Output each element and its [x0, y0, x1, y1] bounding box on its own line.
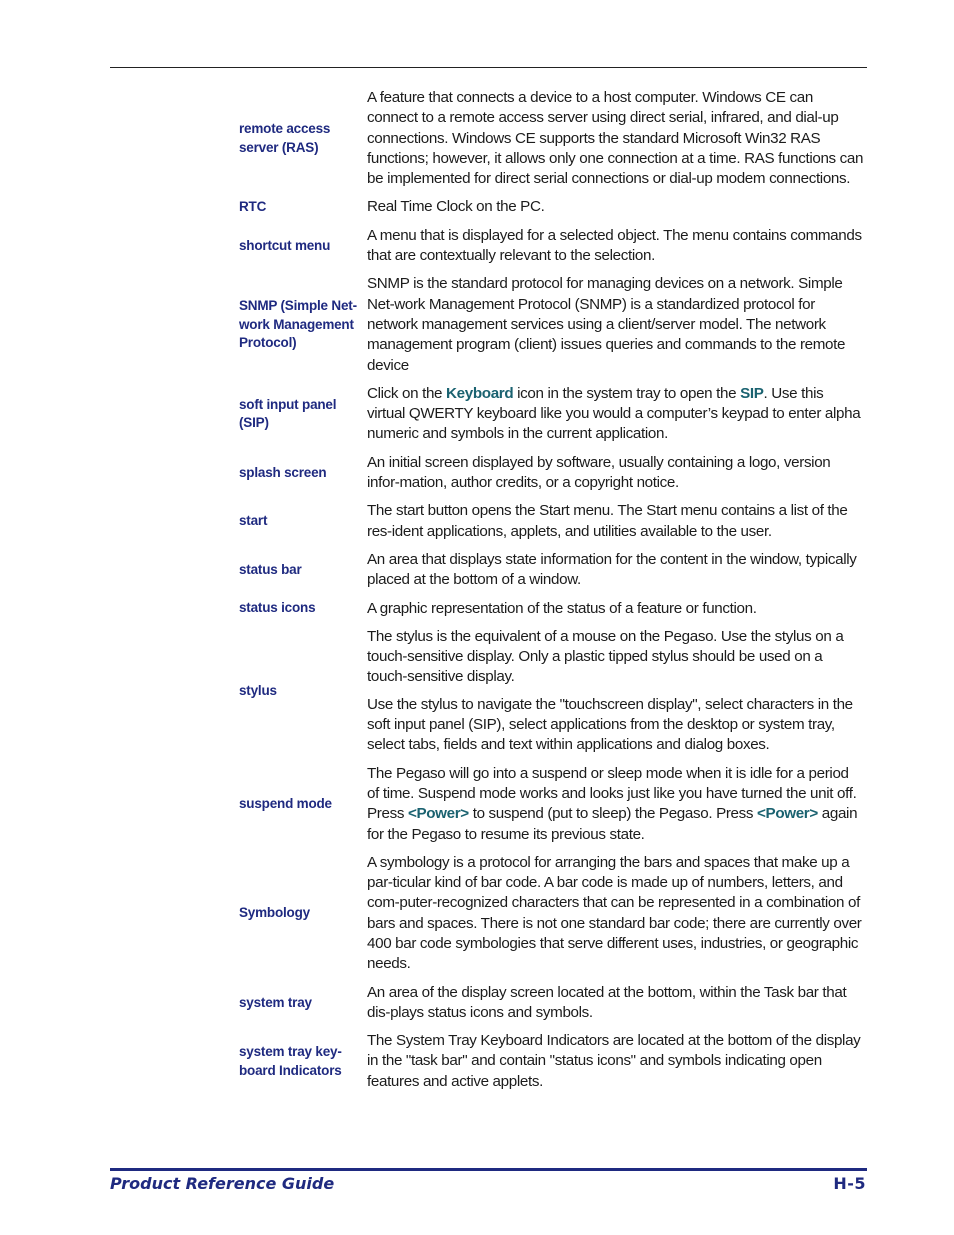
definition-paragraph	[367, 627, 864, 688]
glossary-entry	[239, 226, 864, 267]
glossary-term: SNMP (Simple Net-work Management Protocol)	[239, 298, 357, 351]
definition-text: again for the Pegaso to resume its previous state.	[367, 805, 858, 843]
glossary-term: system tray	[239, 994, 312, 1010]
glossary-definition	[367, 627, 864, 756]
glossary-definition	[367, 764, 864, 845]
glossary-term: shortcut menu	[239, 237, 331, 253]
definition-paragraph	[367, 226, 864, 267]
glossary-definition	[367, 384, 864, 445]
definition-paragraph	[367, 983, 864, 1024]
glossary-definition	[367, 853, 864, 975]
glossary-definition	[367, 983, 864, 1024]
header-rule	[110, 67, 867, 68]
glossary-entry	[239, 764, 864, 845]
definition-text: Click on the	[367, 384, 447, 402]
highlighted-term: Keyboard	[446, 384, 514, 402]
definition-paragraph	[367, 599, 864, 619]
definition-paragraph	[367, 764, 864, 845]
glossary-term: status bar	[239, 561, 302, 577]
page-number: H-5	[833, 1174, 866, 1193]
definition-text: The start button opens the Start menu. The Start menu contains a list of the res-ident applications, applets, and utilities available to the user.	[367, 502, 848, 540]
definition-text: The stylus is the equivalent of a mouse on the Pegaso. Use the stylus on a touch-sensitive display. Only a plastic tipped stylus should be used on a touch-sensitive display.	[367, 627, 844, 686]
glossary-entry	[239, 627, 864, 756]
definition-text: Use the stylus to navigate the "touchscreen display", select characters in the soft input panel (SIP), select applications from the desktop or system tray, select tabs, fields and text within applications and dialog boxes.	[367, 695, 853, 754]
glossary-term: status icons	[239, 600, 316, 616]
definition-paragraph	[367, 550, 864, 591]
definition-text: SNMP is the standard protocol for managing devices on a network. Simple Net-work Management Protocol (SNMP) is a standardized protocol for network management services using a client/server model. The network management program (client) issues queries and commands to the remote device	[367, 275, 846, 374]
definition-paragraph	[367, 695, 864, 756]
glossary-definition	[367, 226, 864, 267]
glossary-entry	[239, 88, 864, 189]
definition-text: icon in the system tray to open the	[513, 384, 741, 402]
glossary-term: suspend mode	[239, 795, 332, 811]
definition-paragraph	[367, 197, 864, 217]
glossary-entry	[239, 1031, 864, 1092]
definition-text: A graphic representation of the status of a feature or function.	[367, 599, 757, 617]
definition-paragraph	[367, 274, 864, 375]
glossary-entry	[239, 274, 864, 375]
glossary-definition	[367, 453, 864, 494]
definition-text: An initial screen displayed by software, usually containing a logo, version infor-mation, author credits, or a copyright notice.	[367, 453, 831, 492]
glossary-entry	[239, 550, 864, 591]
glossary-term: splash screen	[239, 464, 327, 480]
glossary-definition	[367, 550, 864, 591]
definition-text: The Pegaso will go into a suspend or sleep mode when it is idle for a period of time. Suspend mode works and looks just like you have turned the unit off. Press	[367, 764, 857, 823]
glossary-definition	[367, 88, 864, 189]
definition-text: A menu that is displayed for a selected object. The menu contains commands that are contextually relevant to the selection.	[367, 226, 862, 265]
definition-paragraph	[367, 384, 864, 445]
definition-paragraph	[367, 453, 864, 494]
glossary-term: Symbology	[239, 905, 310, 921]
glossary-term: stylus	[239, 682, 277, 698]
definition-text: A symbology is a protocol for arranging the bars and spaces that make up a par-ticular kind of bar code. A bar code is made up of numbers, letters, and com-puter-recognized characters that can be represented in a combination of bars and spaces. There is not one standard bar code; there are currently over 400 bar code symbologies that serve different uses, industries, or geographic needs.	[367, 853, 862, 973]
definition-text: An area that displays state information for the content in the window, typically placed at the bottom of a window.	[367, 550, 857, 589]
glossary-entry	[239, 501, 864, 542]
glossary-entry	[239, 853, 864, 975]
highlighted-term: <Power>	[757, 805, 818, 823]
glossary-definition	[367, 197, 864, 217]
glossary-definition	[367, 501, 864, 542]
definition-text: Real Time Clock on the PC.	[367, 198, 545, 216]
definition-text: . Use this virtual QWERTY keyboard like you would a computer’s keypad to enter alpha numeric and symbols in the current application.	[367, 384, 861, 443]
definition-text: An area of the display screen located at the bottom, within the Task bar that dis-plays status icons and symbols.	[367, 983, 847, 1021]
definition-paragraph	[367, 88, 864, 189]
definition-text: A feature that connects a device to a host computer. Windows CE can connect to a remote access server using direct serial, infrared, and dial-up connections. Windows CE supports the standard Microsoft Win32 RAS functions; however, it allows only one connection at a time. RAS functions can be implemented for direct serial connections or dial-up modem connections.	[367, 89, 864, 188]
glossary-term: system tray key-board Indicators	[239, 1044, 342, 1078]
definition-paragraph	[367, 501, 864, 542]
glossary-entry	[239, 197, 864, 217]
glossary-definition	[367, 599, 864, 619]
glossary-term: soft input panel (SIP)	[239, 396, 337, 431]
definition-text: to suspend (put to sleep) the Pegaso. Press	[468, 805, 758, 823]
highlighted-term: <Power>	[407, 805, 469, 823]
glossary-term: RTC	[239, 199, 267, 215]
definition-text: The System Tray Keyboard Indicators are located at the bottom of the display in the "task bar" and contain "status icons" and symbols indicating open features and active applets.	[367, 1032, 861, 1090]
glossary-table	[239, 88, 864, 1100]
glossary-term: remote access server (RAS)	[239, 121, 331, 155]
footer-title: Product Reference Guide	[110, 1174, 335, 1193]
glossary-definition	[367, 1031, 864, 1092]
highlighted-term: SIP	[740, 384, 764, 402]
glossary-entry	[239, 983, 864, 1024]
definition-paragraph	[367, 853, 864, 975]
glossary-entry	[239, 599, 864, 619]
footer-rule	[110, 1168, 867, 1171]
glossary-entry	[239, 453, 864, 494]
glossary-definition	[367, 274, 864, 375]
glossary-term: start	[239, 513, 268, 529]
glossary-entry	[239, 384, 864, 445]
definition-paragraph	[367, 1031, 864, 1092]
